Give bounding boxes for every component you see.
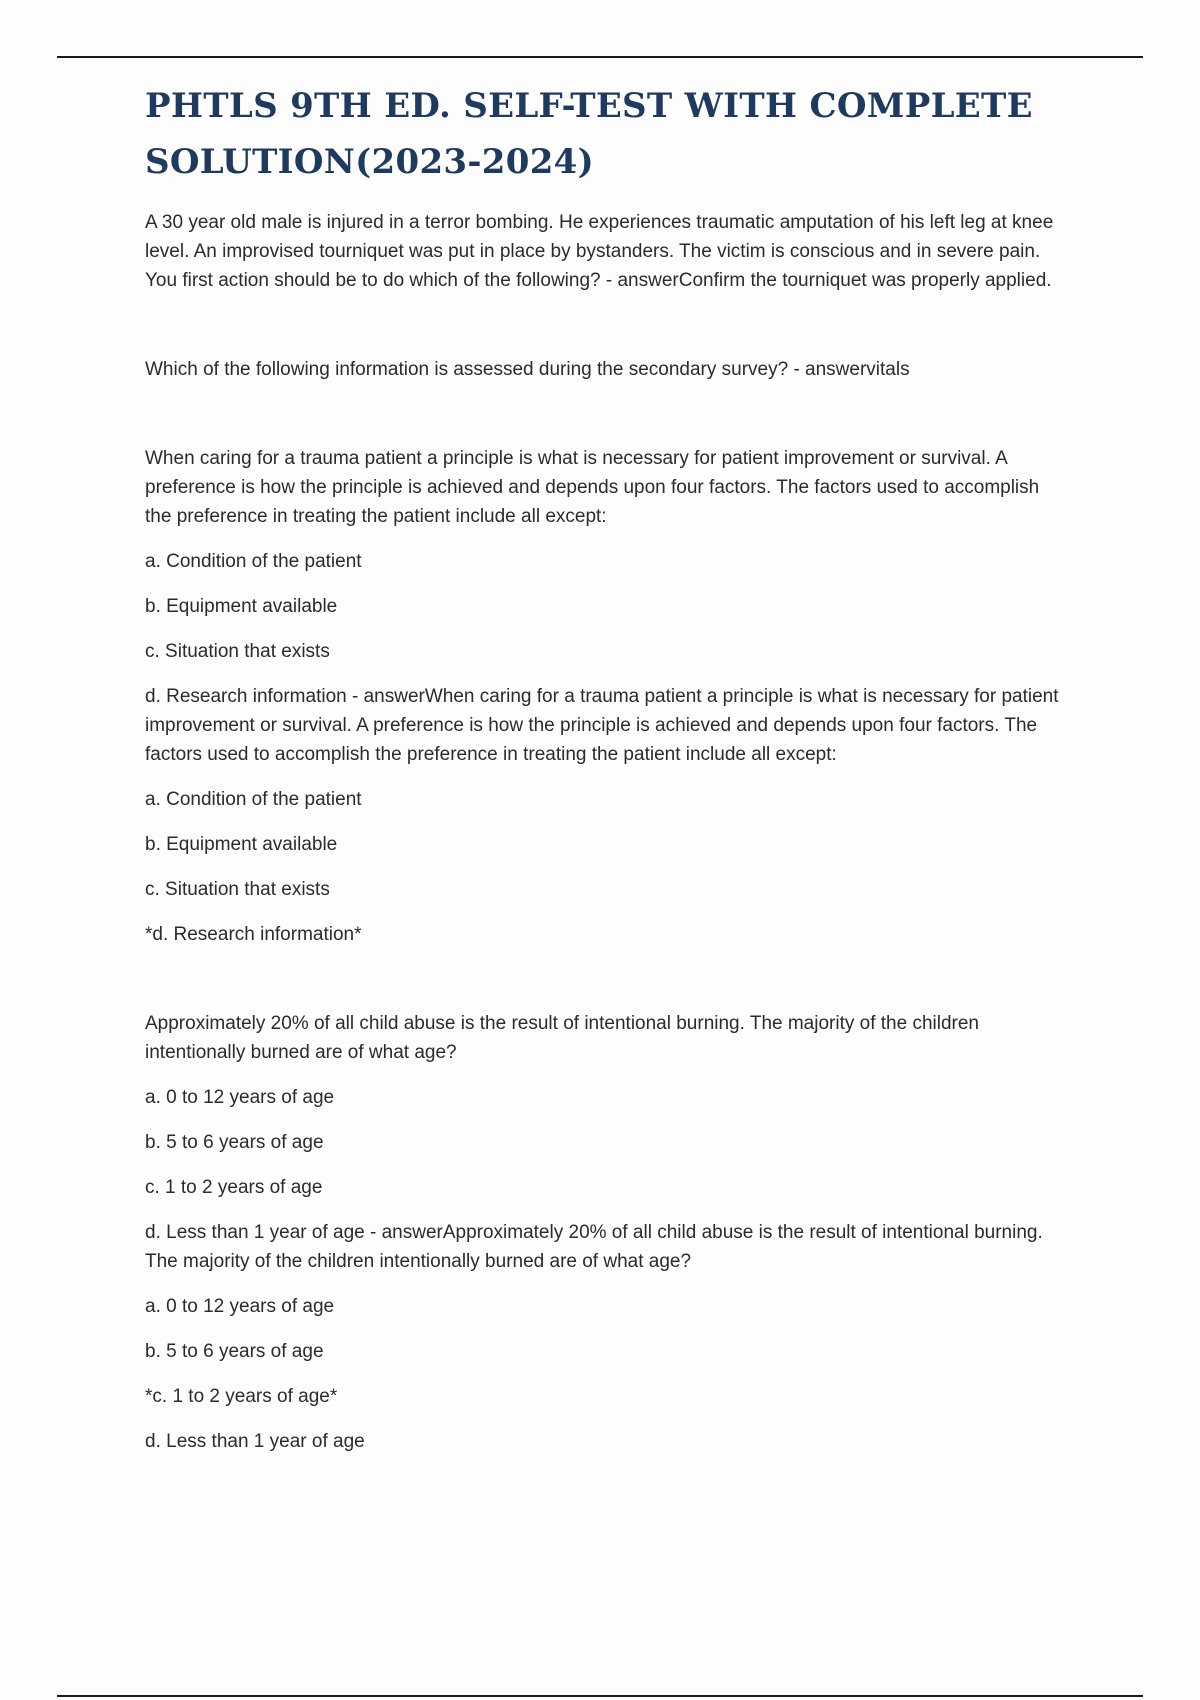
question-3-answer-option-d: *d. Research information* [145, 924, 362, 945]
question-4-answer-option-c: *c. 1 to 2 years of age* [145, 1386, 338, 1407]
question-4-option-a: a. 0 to 12 years of age [145, 1087, 335, 1108]
question-4-answer-option-b: b. 5 to 6 years of age [145, 1341, 324, 1362]
question-3-answer-option-a: a. Condition of the patient [145, 789, 362, 810]
question-3-option-b: b. Equipment available [145, 596, 338, 617]
question-3-option-c: c. Situation that exists [145, 641, 330, 662]
question-4-option-b: b. 5 to 6 years of age [145, 1132, 324, 1153]
question-4-answer-option-d: d. Less than 1 year of age [145, 1431, 365, 1452]
bottom-rule [57, 1695, 1143, 1697]
question-3-option-a: a. Condition of the patient [145, 551, 362, 572]
question-4-answer-option-a: a. 0 to 12 years of age [145, 1296, 335, 1317]
document-page [145, 78, 1065, 1456]
question-1: A 30 year old male is injured in a terror bombing. He experiences traumatic amputation of his left leg at knee level. An improvised tourniquet was put in place by bystanders. The victim is conscious and in severe pain. You first action should be to do which of the following? - answerConfirm the tourniquet was properly applied. [145, 212, 1054, 291]
question-3-answer: d. Research information - answerWhen caring for a trauma patient a principle is what is necessary for patient improvement or survival. A preference is how the principle is achieved and depends upon four factors. The factors used to accomplish the preference in treating the patient include all except: [145, 686, 1059, 765]
question-3: When caring for a trauma patient a principle is what is necessary for patient improvement or survival. A preference is how the principle is achieved and depends upon four factors. The factors used to accomplish the preference in treating the patient include all except: [145, 448, 1040, 527]
question-4: Approximately 20% of all child abuse is the result of intentional burning. The majority of the children intentionally burned are of what age? [145, 1013, 979, 1063]
question-4-option-c: c. 1 to 2 years of age [145, 1177, 323, 1198]
question-3-answer-option-c: c. Situation that exists [145, 879, 330, 900]
question-3-answer-option-b: b. Equipment available [145, 834, 338, 855]
question-4-answer: d. Less than 1 year of age - answerApproximately 20% of all child abuse is the result of intentional burning. The majority of the children intentionally burned are of what age? [145, 1222, 1043, 1272]
top-rule [57, 56, 1143, 58]
document-title: PHTLS 9TH ED. SELF-TEST WITH COMPLETE SOLUTION(2023-2024) [145, 86, 1033, 182]
question-2: Which of the following information is assessed during the secondary survey? - answervitals [145, 359, 910, 380]
